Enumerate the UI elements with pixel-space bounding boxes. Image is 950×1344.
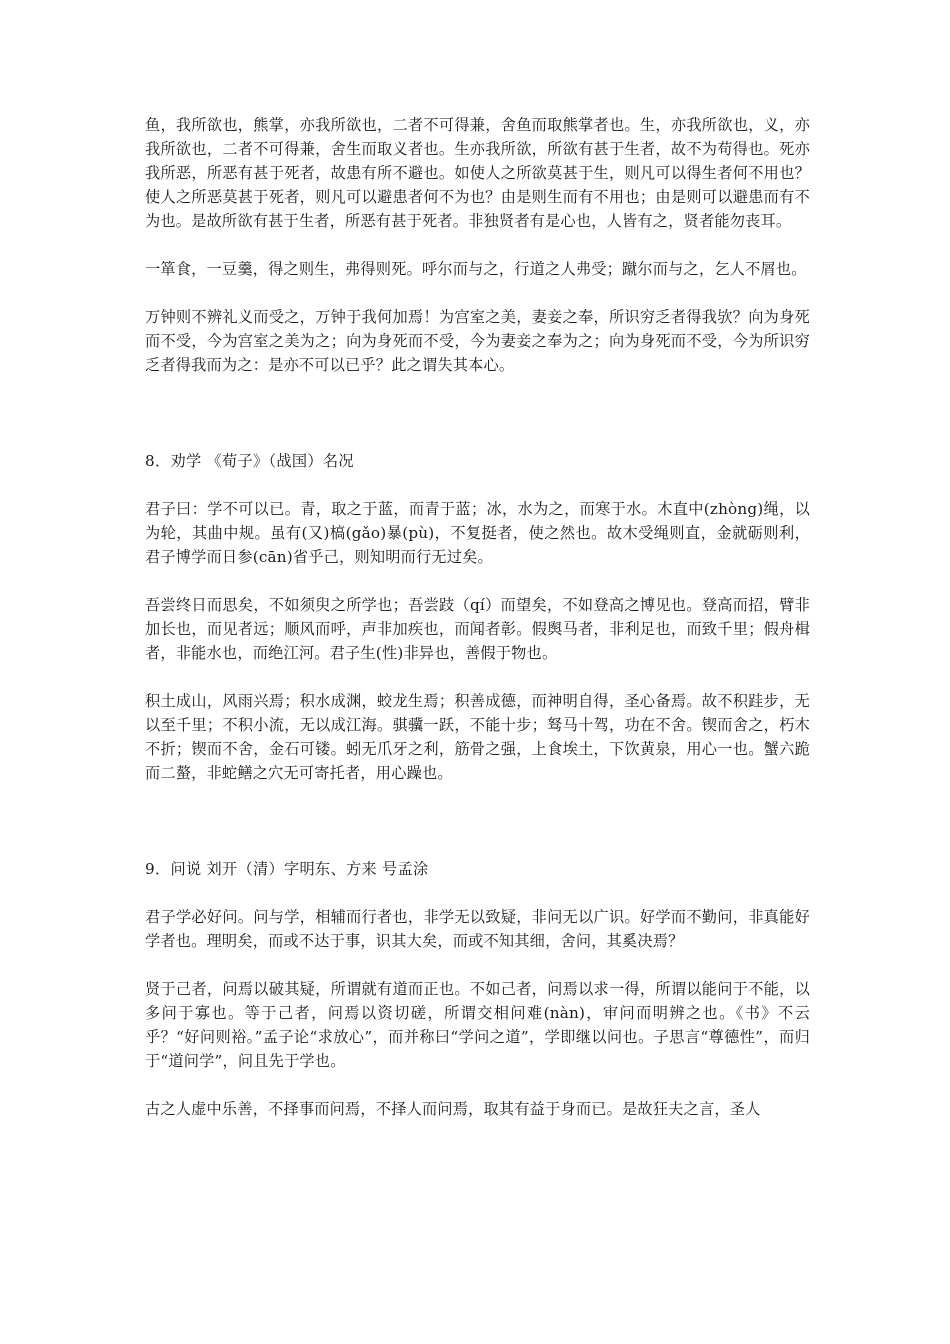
section-8-quanxue (145, 449, 810, 785)
paragraph: 鱼，我所欲也，熊掌，亦我所欲也，二者不可得兼，舍鱼而取熊掌者也。生，亦我所欲也，义，亦我所欲也，二者不可得兼，舍生而取义者也。生亦我所欲，所欲有甚于生者，故不为苟得也。死亦我所恶，所恶有甚于死者，故患有所不避也。如使人之所欲莫甚于生，则凡可以得生者何不用也？使人之所恶莫甚于死者，则凡可以避患者何不为也？由是则生而有不用也；由是则可以避患而有不为也。是故所欲有甚于生者，所恶有甚于死者。非独贤者有是心也，人皆有之，贤者能勿丧耳。 (145, 116, 810, 230)
paragraph: 古之人虚中乐善，不择事而问焉，不择人而问焉，取其有益于身而已。是故狂夫之言，圣人 (145, 1100, 761, 1118)
document-page (145, 113, 810, 1121)
section-heading: 8．劝学 《荀子》（战国）名况 (145, 452, 354, 470)
paragraph: 万钟则不辨礼义而受之，万钟于我何加焉！为宫室之美，妻妾之奉，所识穷乏者得我欤？向为身死而不受，今为宫室之美为之；向为身死而不受，今为妻妾之奉为之；向为身死而不受，今为所识穷乏者得我而为之：是亦不可以已乎？此之谓失其本心。 (145, 308, 810, 374)
paragraph: 积土成山，风雨兴焉；积水成渊，蛟龙生焉；积善成德，而神明自得，圣心备焉。故不积跬步，无以至千里；不积小流，无以成江海。骐骥一跃，不能十步；驽马十驾，功在不舍。锲而舍之，朽木不折；锲而不舍，金石可镂。蚓无爪牙之利，筋骨之强，上食埃土，下饮黄泉，用心一也。蟹六跪而二螯，非蛇鳝之穴无可寄托者，用心躁也。 (145, 692, 810, 782)
section-heading: 9．问说 刘开（清）字明东、方来 号孟涂 (145, 860, 429, 878)
paragraph: 一箪食，一豆羹，得之则生，弗得则死。呼尔而与之，行道之人弗受；蹴尔而与之，乞人不屑也。 (145, 260, 807, 278)
paragraph: 贤于己者，问焉以破其疑，所谓就有道而正也。不如己者，问焉以求一得，所谓以能问于不能，以多问于寡也。等于己者，问焉以资切磋，所谓交相问难(nàn)，审问而明辨之也。《书》不云乎？“好问则裕。”孟子论“求放心”，而并称曰“学问之道”，学即继以问也。子思言“尊德性”，而归于“道问学”，问且先于学也。 (145, 980, 810, 1070)
paragraph: 吾尝终日而思矣，不如须臾之所学也；吾尝跂（qí）而望矣，不如登高之博见也。登高而招，臂非加长也，而见者远；顺风而呼，声非加疾也，而闻者彰。假舆马者，非利足也，而致千里；假舟楫者，非能水也，而绝江河。君子生(性)非异也，善假于物也。 (145, 596, 810, 662)
section-7-text (145, 113, 810, 377)
paragraph: 君子学必好问。问与学，相辅而行者也，非学无以致疑，非问无以广识。好学而不勤问，非真能好学者也。理明矣，而或不达于事，识其大矣，而或不知其细，舍问，其奚决焉？ (145, 908, 810, 950)
paragraph: 君子曰：学不可以已。青，取之于蓝，而青于蓝；冰，水为之，而寒于水。木直中(zhòng)绳，以为轮，其曲中规。虽有(又)槁(gǎo)暴(pù)，不复挺者，使之然也。故木受绳则直，金就砺则利，君子博学而日参(cān)省乎己，则知明而行无过矣。 (145, 500, 810, 566)
section-9-wenshuo (145, 857, 810, 1121)
